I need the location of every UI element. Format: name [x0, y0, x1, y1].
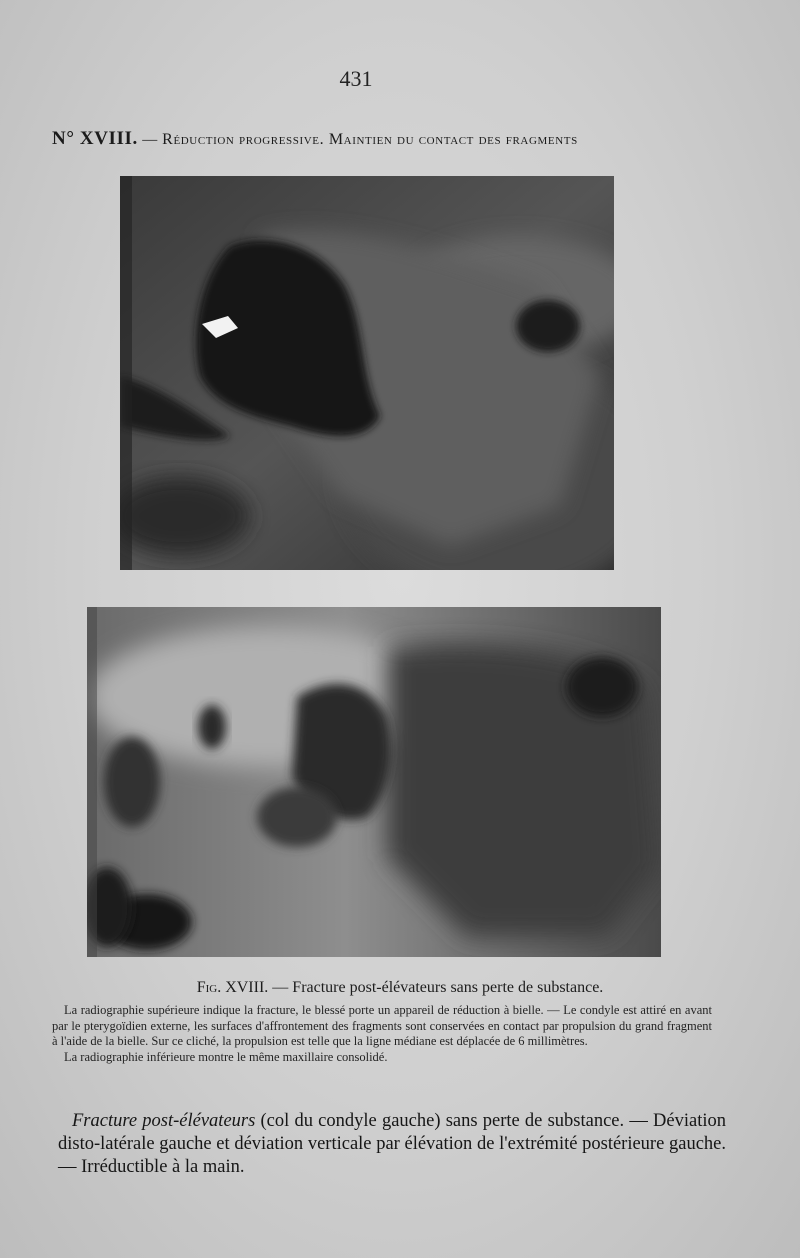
plate-heading — [52, 128, 692, 150]
radiograph-upper — [120, 176, 614, 570]
figure-caption-text: — Fracture post-élévateurs sans perte de substance. — [268, 979, 604, 996]
radiograph-lower — [87, 607, 661, 957]
page-number: 431 — [339, 66, 373, 91]
body-paragraph — [58, 1110, 726, 1179]
plate-number: N° XVIII. — [52, 128, 138, 149]
body-text: (col du condyle gauche) sans perte de substance. — Déviation disto-latérale gauche et déviation verticale par élévation de l'extrémité postérieure gauche. — Irréductible à la main. — [58, 1111, 726, 1177]
heading-separator: — — [137, 132, 163, 148]
figure-legend — [52, 1003, 712, 1065]
figure-label: Fig. XVIII. — [196, 979, 269, 996]
legend-paragraph: La radiographie inférieure montre le même maxillaire consolidé. — [64, 1049, 388, 1064]
figure-caption — [0, 979, 800, 997]
plate-title: Réduction progressive. Maintien du contact des fragments — [162, 131, 578, 148]
legend-paragraph: La radiographie supérieure indique la fracture, le blessé porte un appareil de réduction à bielle. — Le condyle est attiré en avant par le pterygoïdien externe, les surfaces d'affrontement des fragments sont conservées en contact par propulsion du grand fragment à l'aide de la bielle. Sur ce cliché, la propulsion est telle que la ligne médiane est déplacée de 6 millimètres. — [52, 1003, 712, 1048]
body-lead-italic: Fracture post-élévateurs — [72, 1111, 256, 1131]
